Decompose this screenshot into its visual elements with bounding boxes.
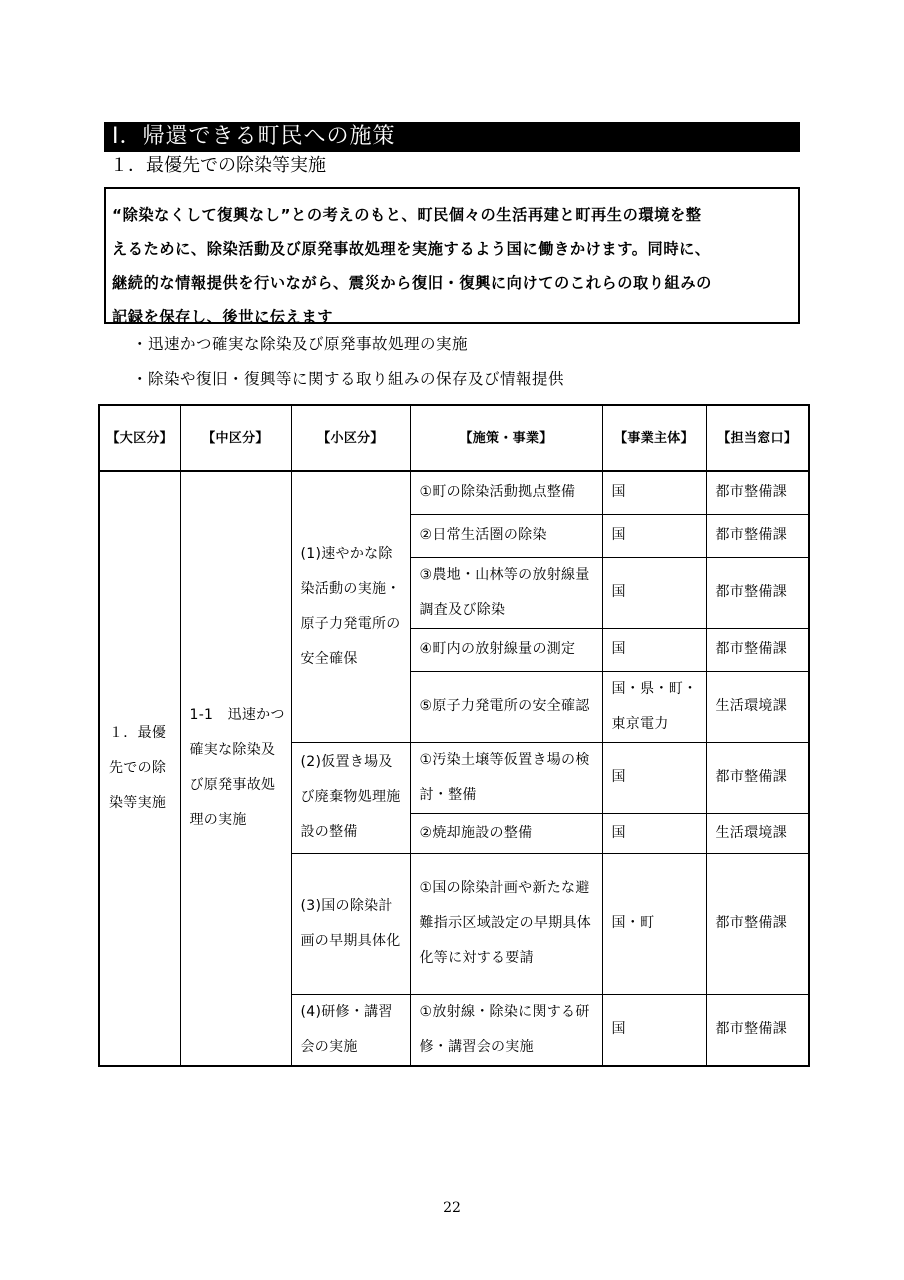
entity-cell: 国 [602,557,706,628]
minor-category: (4)研修・講習会の実施 [291,994,410,1066]
minor-category: (1)速やかな除染活動の実施・原子力発電所の安全確保 [291,471,410,742]
header-minor: 【小区分】 [291,405,410,471]
header-entity: 【事業主体】 [602,405,706,471]
contact-cell: 都市整備課 [706,742,809,813]
entity-cell: 国 [602,628,706,671]
contact-cell: 都市整備課 [706,628,809,671]
page-number: 22 [443,1200,461,1216]
header-measure: 【施策・事業】 [410,405,602,471]
major-category: １．最優先での除染等実施 [99,471,180,1066]
header-middle: 【中区分】 [180,405,291,471]
measure-cell: ②日常生活圏の除染 [410,514,602,557]
header-major: 【大区分】 [99,405,180,471]
measure-cell: ①国の除染計画や新たな避難指示区域設定の早期具体化等に対する要請 [410,853,602,994]
entity-cell: 国・町 [602,853,706,994]
entity-cell: 国 [602,514,706,557]
summary-box [104,187,800,324]
entity-cell: 国・県・町・東京電力 [602,671,706,742]
measure-cell: ①汚染土壌等仮置き場の検討・整備 [410,742,602,813]
header-contact: 【担当窓口】 [706,405,809,471]
measure-cell: ①放射線・除染に関する研修・講習会の実施 [410,994,602,1066]
section-title: １．最優先での除染等実施 [110,155,326,176]
summary-line: 記録を保存し、後世に伝えます [112,308,334,326]
summary-line: 継続的な情報提供を行いながら、震災から復旧・復興に向けてのこれらの取り組みの [112,274,712,292]
contact-cell: 生活環境課 [706,813,809,853]
measure-cell: ②焼却施設の整備 [410,813,602,853]
entity-cell: 国 [602,813,706,853]
contact-cell: 都市整備課 [706,471,809,514]
measure-cell: ③農地・山林等の放射線量調査及び除染 [410,557,602,628]
summary-line: “除染なくして復興なし”との考えのもと、町民個々の生活再建と町再生の環境を整 [112,206,702,224]
policy-table [98,404,810,1067]
bullet-item: ・除染や復旧・復興等に関する取り組みの保存及び情報提供 [132,370,565,388]
measure-cell: ①町の除染活動拠点整備 [410,471,602,514]
middle-category: 1-1 迅速かつ確実な除染及び原発事故処理の実施 [180,471,291,1066]
table-row [99,471,809,514]
minor-category: (2)仮置き場及び廃棄物処理施設の整備 [291,742,410,853]
measure-cell: ④町内の放射線量の測定 [410,628,602,671]
measure-cell: ⑤原子力発電所の安全確認 [410,671,602,742]
entity-cell: 国 [602,742,706,813]
chapter-title: Ⅰ．帰還できる町民への施策 [104,122,800,152]
contact-cell: 生活環境課 [706,671,809,742]
minor-category: (3)国の除染計画の早期具体化 [291,853,410,994]
bullet-item: ・迅速かつ確実な除染及び原発事故処理の実施 [132,335,469,353]
entity-cell: 国 [602,471,706,514]
entity-cell: 国 [602,994,706,1066]
summary-line: えるために、除染活動及び原発事故処理を実施するよう国に働きかけます。同時に、 [112,240,711,258]
contact-cell: 都市整備課 [706,557,809,628]
table-header-row [99,405,809,471]
contact-cell: 都市整備課 [706,514,809,557]
contact-cell: 都市整備課 [706,994,809,1066]
contact-cell: 都市整備課 [706,853,809,994]
